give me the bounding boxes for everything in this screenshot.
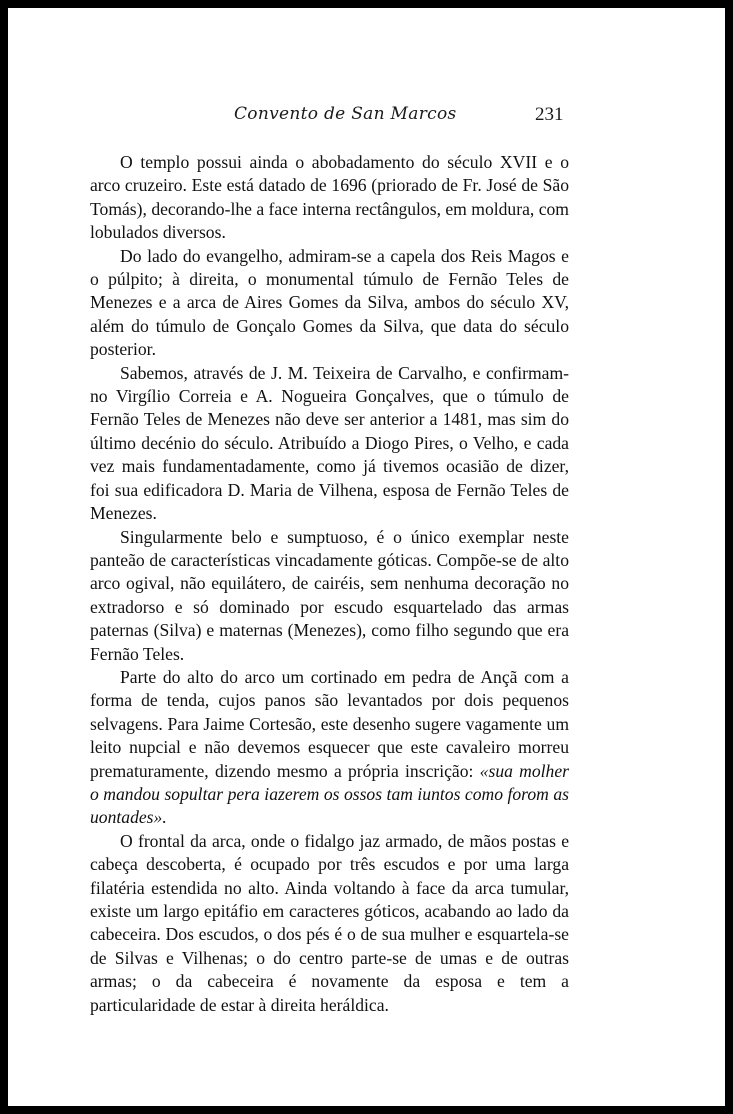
running-title: Convento de San Marcos: [234, 104, 457, 124]
paragraph-2: Do lado do evangelho, admiram-se a capela dos Reis Magos e o púlpito; à direita, o monumental túmulo de Fernão Teles de Menezes e a arca de Aires Gomes da Silva, ambos do século XV, além do túmulo de Gonçalo Gomes da Silva, que data do século posterior.: [90, 245, 569, 360]
paragraph-6: O frontal da arca, onde o fidalgo jaz armado, de mãos postas e cabeça descoberta, é ocupado por três escudos e por uma larga filatéria estendida no alto. Ainda voltando à face da arca tumular, existe um largo epitáfio em caracteres góticos, acabando ao lado da cabeceira. Dos escudos, o dos pés é o de sua mulher e esquartela-se de Silvas e Vilhenas; o do centro parte-se de umas e de outras armas; o da cabeceira é novamente da esposa e tem a particularidade de estar à direita heráldica.: [90, 830, 569, 1015]
book-page: [8, 8, 725, 1106]
paragraph-5: [90, 666, 569, 830]
body-text: [90, 151, 569, 1017]
page-header: [8, 104, 725, 134]
paragraph-4: Singularmente belo e sumptuoso, é o único exemplar neste panteão de características vincadamente góticas. Compõe-se de alto arco ogival, não equilátero, de cairéis, sem nenhuma decoração no extradorso e só dominado por escudo esquartelado das armas paternas (Silva) e maternas (Menezes), como filho segundo que era Fernão Teles.: [90, 526, 569, 664]
paragraph-3: Sabemos, através de J. M. Teixeira de Carvalho, e confirmam-no Virgílio Correia e A. Nogueira Gonçalves, que o túmulo de Fernão Teles de Menezes não deve ser anterior a 1481, mas sim do último decénio do século. Atribuído a Diogo Pires, o Velho, e cada vez mais fundamentadamente, como já tivemos ocasião de dizer, foi sua edificadora D. Maria de Vilhena, esposa de Fernão Teles de Menezes.: [90, 362, 569, 524]
page-number: 231: [535, 104, 564, 125]
paragraph-1: O templo possui ainda o abobadamento do século XVII e o arco cruzeiro. Este está datado de 1696 (priorado de Fr. José de São Tomás), decorando-lhe a face interna rectângulos, em moldura, com lobulados diversos.: [90, 152, 569, 243]
paragraph-5-text: Parte do alto do arco um cortinado em pedra de Ançã com a forma de tenda, cujos panos são levantados por dois pequenos selvagens. Para Jaime Cortesão, este desenho sugere vagamente um leito nupcial e não devemos esquecer que este cavaleiro morreu prematuramente, dizendo mesmo a própria inscrição:: [90, 666, 569, 781]
inscription-quote: «sua molher o mandou sopultar pera iazerem os ossos tam iuntos como forom as uontades».: [90, 760, 569, 828]
